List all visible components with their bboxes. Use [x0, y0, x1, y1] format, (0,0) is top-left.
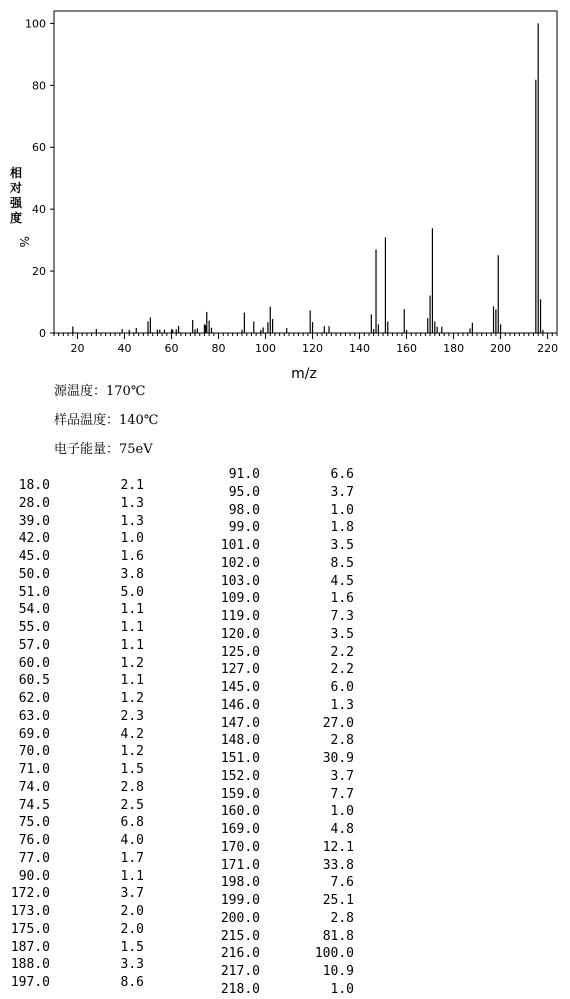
peak-mz: 90.0 [18, 868, 50, 884]
peak-intensity: 1.1 [120, 673, 144, 689]
peak-intensity: 1.6 [330, 591, 354, 607]
peak-intensity: 3.8 [120, 566, 144, 582]
peak-intensity: 7.3 [330, 609, 354, 624]
peak-row [210, 804, 470, 821]
x-tick-label: 120 [302, 342, 324, 355]
peak-intensity: 2.0 [120, 904, 144, 919]
peak-intensity: 8.6 [120, 975, 144, 990]
peak-row [210, 822, 470, 839]
peak-mz: 70.0 [18, 744, 50, 760]
peak-mz: 159.0 [220, 786, 260, 802]
peak-mz: 215.0 [220, 928, 260, 944]
peak-mz: 160.0 [220, 804, 260, 820]
x-tick-label: 220 [537, 342, 559, 355]
peak-mz: 120.0 [220, 626, 260, 642]
peak-intensity: 25.1 [322, 893, 354, 908]
y-tick-label: 20 [32, 265, 46, 279]
peak-mz: 71.0 [18, 762, 50, 777]
peak-row [210, 556, 470, 573]
peak-intensity: 3.5 [330, 626, 354, 642]
peak-mz: 99.0 [228, 520, 260, 536]
peak-intensity: 30.9 [322, 751, 354, 766]
peak-intensity: 1.0 [330, 981, 354, 997]
peak-row [210, 733, 470, 750]
peak-row [210, 840, 470, 857]
peak-mz: 146.0 [220, 697, 260, 713]
peak-intensity: 2.8 [330, 910, 354, 926]
peak-intensity: 27.0 [322, 715, 354, 731]
peak-mz: 102.0 [220, 555, 260, 571]
peak-intensity: 1.0 [120, 531, 144, 547]
peak-row [210, 574, 470, 591]
peak-intensity: 1.1 [120, 637, 144, 653]
electron-energy: 电子能量：75eV [54, 442, 153, 457]
peak-mz: 152.0 [220, 768, 260, 784]
peak-mz: 42.0 [18, 531, 50, 547]
peak-intensity: 1.5 [120, 762, 144, 777]
peak-mz: 101.0 [220, 538, 260, 553]
x-tick-label: 200 [490, 342, 512, 355]
peak-intensity: 2.5 [120, 797, 144, 813]
peak-intensity: 1.7 [120, 850, 144, 866]
x-tick-label: 60 [164, 342, 179, 355]
peak-row [210, 769, 470, 786]
peak-intensity: 5.0 [120, 584, 144, 600]
source-temperature: 源温度：170℃ [54, 384, 146, 399]
y-tick-label: 0 [39, 327, 46, 340]
peak-row [210, 751, 470, 768]
peak-row [210, 875, 470, 892]
peak-intensity: 1.2 [120, 744, 144, 760]
peak-intensity: 1.3 [120, 513, 144, 529]
peak-mz: 39.0 [18, 513, 50, 529]
peak-mz: 74.5 [18, 797, 50, 813]
peak-intensity: 1.0 [330, 502, 354, 518]
x-tick-label: 160 [396, 342, 418, 355]
peak-intensity: 6.6 [330, 467, 354, 482]
peak-intensity: 3.7 [330, 768, 354, 784]
peak-mz: 103.0 [220, 573, 260, 589]
peak-intensity: 3.5 [330, 538, 354, 553]
peak-mz: 62.0 [18, 691, 50, 706]
peak-mz: 125.0 [220, 644, 260, 660]
peak-intensity: 1.8 [330, 520, 354, 536]
peak-mz: 63.0 [18, 708, 50, 724]
peak-mz: 216.0 [220, 946, 260, 962]
peak-row [210, 503, 470, 520]
y-tick-label: 80 [32, 79, 46, 93]
peak-intensity: 2.3 [120, 708, 144, 724]
peak-mz: 169.0 [220, 822, 260, 837]
peak-mz: 148.0 [220, 733, 260, 749]
peak-intensity: 1.1 [120, 620, 144, 635]
peak-mz: 171.0 [220, 857, 260, 873]
x-tick-label: 180 [443, 342, 465, 355]
x-axis-ticks [54, 333, 558, 355]
peak-intensity: 4.8 [330, 822, 354, 837]
peak-intensity: 2.0 [120, 921, 144, 937]
peak-mz: 151.0 [220, 751, 260, 766]
peak-intensity: 2.8 [330, 733, 354, 749]
peak-mz: 127.0 [220, 662, 260, 678]
peak-row [210, 662, 470, 679]
peak-intensity: 1.1 [120, 602, 144, 618]
peak-mz: 109.0 [220, 591, 260, 607]
peak-row [210, 538, 470, 555]
peak-mz: 57.0 [18, 637, 50, 653]
peak-intensity: 1.5 [120, 939, 144, 955]
peak-mz: 198.0 [220, 875, 260, 891]
peak-intensity: 2.8 [120, 779, 144, 795]
peak-mz: 54.0 [18, 602, 50, 618]
peak-row [210, 858, 470, 875]
peak-intensity: 1.2 [120, 691, 144, 706]
peak-mz: 173.0 [10, 904, 50, 919]
spectrum-bars [73, 23, 543, 333]
peak-intensity: 8.5 [330, 555, 354, 571]
peak-mz: 147.0 [220, 715, 260, 731]
peak-row [210, 946, 470, 963]
peak-intensity: 4.5 [330, 573, 354, 589]
peak-mz: 200.0 [220, 910, 260, 926]
peak-mz: 175.0 [10, 921, 50, 937]
peak-intensity: 100.0 [314, 946, 354, 962]
peak-mz: 172.0 [10, 886, 50, 902]
peak-mz: 187.0 [10, 939, 50, 955]
peak-intensity: 4.0 [120, 833, 144, 848]
y-axis-label-chars: 相对强度 [10, 166, 23, 225]
peak-mz: 170.0 [220, 839, 260, 855]
peak-intensity: 33.8 [322, 857, 354, 873]
peak-intensity: 1.3 [330, 697, 354, 713]
peak-row [210, 964, 470, 981]
peak-mz: 55.0 [18, 620, 50, 635]
peak-intensity: 3.7 [330, 484, 354, 500]
peak-intensity: 7.7 [330, 786, 354, 802]
peak-intensity: 1.2 [120, 655, 144, 671]
peak-intensity: 6.0 [330, 680, 354, 695]
peak-row [210, 982, 470, 999]
peak-mz: 50.0 [18, 566, 50, 582]
peak-mz: 69.0 [18, 726, 50, 742]
peak-row [210, 609, 470, 626]
peak-intensity: 1.3 [120, 495, 144, 511]
peak-mz: 75.0 [18, 815, 50, 831]
peak-row [210, 680, 470, 697]
peak-row [210, 485, 470, 502]
peak-mz: 45.0 [18, 549, 50, 564]
peak-intensity: 1.1 [120, 868, 144, 884]
peak-intensity: 1.6 [120, 549, 144, 564]
peak-table-right [210, 467, 470, 998]
peak-intensity: 2.2 [330, 644, 354, 660]
y-axis-ticks [25, 17, 54, 340]
peak-mz: 18.0 [18, 478, 50, 493]
peak-row [210, 645, 470, 662]
peak-row [210, 698, 470, 715]
peak-mz: 98.0 [228, 502, 260, 518]
peak-mz: 199.0 [220, 893, 260, 908]
peak-mz: 51.0 [18, 584, 50, 600]
peak-mz: 188.0 [10, 957, 50, 973]
peak-row [210, 716, 470, 733]
y-tick-label: 60 [32, 141, 46, 155]
peak-mz: 28.0 [18, 495, 50, 511]
peak-mz: 77.0 [18, 850, 50, 866]
mass-spectrum-chart [0, 0, 570, 380]
peak-row [210, 929, 470, 946]
peak-intensity: 12.1 [322, 839, 354, 855]
peak-intensity: 1.0 [330, 804, 354, 820]
peak-row [210, 467, 470, 484]
x-tick-label: 80 [211, 342, 226, 355]
y-axis-label-unit: % [17, 236, 31, 248]
peak-mz: 60.0 [18, 655, 50, 671]
peak-intensity: 7.6 [330, 875, 354, 891]
x-tick-label: 140 [349, 342, 371, 355]
y-tick-label: 100 [25, 17, 46, 31]
peak-row [210, 911, 470, 928]
peak-row [210, 520, 470, 537]
peak-intensity: 2.1 [120, 478, 144, 493]
peak-intensity: 4.2 [120, 726, 144, 742]
sample-temperature: 样品温度：140℃ [54, 413, 159, 428]
peak-mz: 74.0 [18, 779, 50, 795]
peak-row [210, 627, 470, 644]
peak-mz: 218.0 [220, 981, 260, 997]
x-tick-label: 100 [255, 342, 277, 355]
peak-intensity: 2.2 [330, 662, 354, 678]
peak-row [210, 787, 470, 804]
peak-mz: 197.0 [10, 975, 50, 990]
peak-mz: 119.0 [220, 609, 260, 624]
y-tick-label: 40 [32, 203, 46, 217]
x-tick-label: 40 [117, 342, 132, 355]
peak-intensity: 3.7 [120, 886, 144, 902]
peak-mz: 60.5 [18, 673, 50, 689]
peak-intensity: 6.8 [120, 815, 144, 831]
peak-intensity: 10.9 [322, 964, 354, 979]
peak-intensity: 3.3 [120, 957, 144, 973]
x-tick-label: 20 [70, 342, 85, 355]
peak-mz: 145.0 [220, 680, 260, 695]
peak-row [210, 591, 470, 608]
x-axis-label: m/z [291, 366, 317, 380]
peak-mz: 91.0 [228, 467, 260, 482]
peak-mz: 217.0 [220, 964, 260, 979]
plot-frame [54, 11, 557, 333]
peak-row [210, 893, 470, 910]
peak-intensity: 81.8 [322, 928, 354, 944]
peak-mz: 95.0 [228, 484, 260, 500]
peak-mz: 76.0 [18, 833, 50, 848]
